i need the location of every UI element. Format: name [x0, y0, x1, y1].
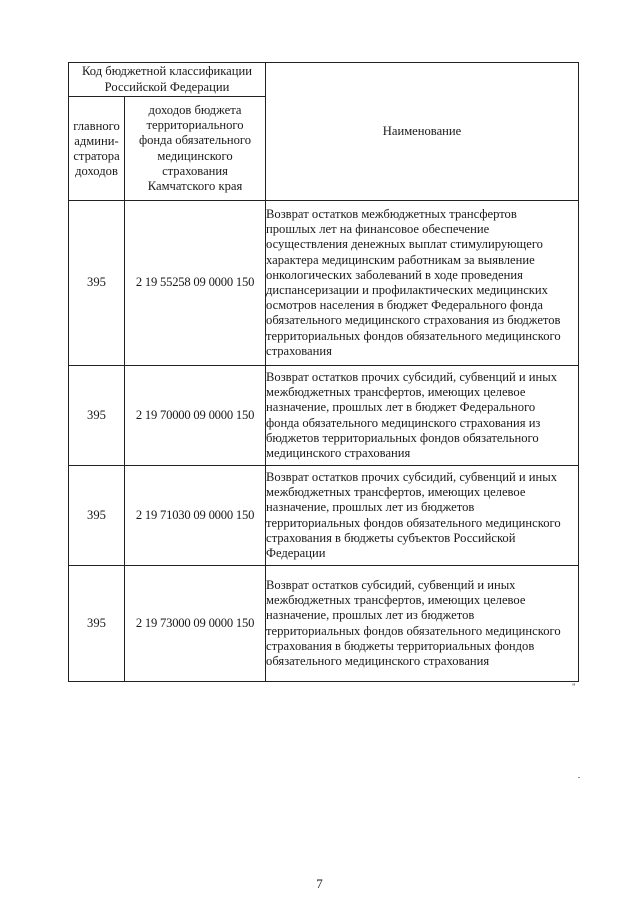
- admin-code-cell: 395: [69, 366, 125, 466]
- scan-speck: [578, 777, 580, 778]
- table-row: [69, 566, 579, 682]
- budget-classification-table: [68, 62, 579, 682]
- income-code-cell: 2 19 71030 09 0000 150: [125, 466, 266, 566]
- name-cell: [266, 201, 579, 366]
- header-name-column: [266, 63, 579, 201]
- name-cell: [266, 566, 579, 682]
- admin-code-cell: 395: [69, 201, 125, 366]
- header-admin-column: [69, 97, 125, 201]
- admin-code-cell: 395: [69, 566, 125, 682]
- header-row-group: [69, 63, 579, 97]
- table-row: [69, 201, 579, 366]
- name-text: Возврат остатков прочих субсидий, субвенций и иных межбюджетных трансфертов, имеющих целевое назначение, прошлых лет из бюджетов территориальных фондов обязательного медицинского страхования в бюджеты субъектов Российской Федерации: [266, 469, 561, 560]
- income-code-cell: 2 19 73000 09 0000 150: [125, 566, 266, 682]
- name-text: Возврат остатков субсидий, субвенций и иных межбюджетных трансфертов, имеющих целевое назначение, прошлых лет из бюджетов территориальных фондов обязательного медицинского страхования в бюджеты территориальных фондов обязательного медицинского страхования: [266, 577, 561, 668]
- table-row: [69, 366, 579, 466]
- header-income-label: доходов бюджета территориального фонда обязательного медицинского страхования Камчатского края: [138, 102, 252, 194]
- name-cell: [266, 366, 579, 466]
- admin-code-cell: 395: [69, 466, 125, 566]
- header-name-label: Наименование: [382, 123, 462, 138]
- closing-quote-mark: ": [572, 682, 576, 692]
- name-text: Возврат остатков межбюджетных трансфертов прошлых лет на финансовое обеспечение осуществления денежных выплат стимулирующего характера медицинским работникам за выявление онкологических заболеваний в ходе проведения диспансеризации и профилактических медицинских осмотров населения в бюджет Федерального фонда обязательного медицинского страхования из бюджетов территориальных фондов обязательного медицинского страхования: [266, 206, 561, 358]
- table-row: [69, 466, 579, 566]
- header-budget-classification: [69, 63, 266, 97]
- header-admin-label: главного админи- стратора доходов: [73, 118, 120, 178]
- income-code-cell: 2 19 70000 09 0000 150: [125, 366, 266, 466]
- name-text: Возврат остатков прочих субсидий, субвенций и иных межбюджетных трансфертов, имеющих целевое назначение, прошлых лет в бюджет Федерального фонда обязательного медицинского страхования из бюджетов территориальных фондов обязательного медицинского страхования: [266, 369, 557, 460]
- header-income-column: [125, 97, 266, 201]
- header-group-label: Код бюджетной классификации Российской Федерации: [82, 64, 252, 94]
- name-cell: [266, 466, 579, 566]
- page-number: 7: [316, 876, 323, 891]
- income-code-cell: 2 19 55258 09 0000 150: [125, 201, 266, 366]
